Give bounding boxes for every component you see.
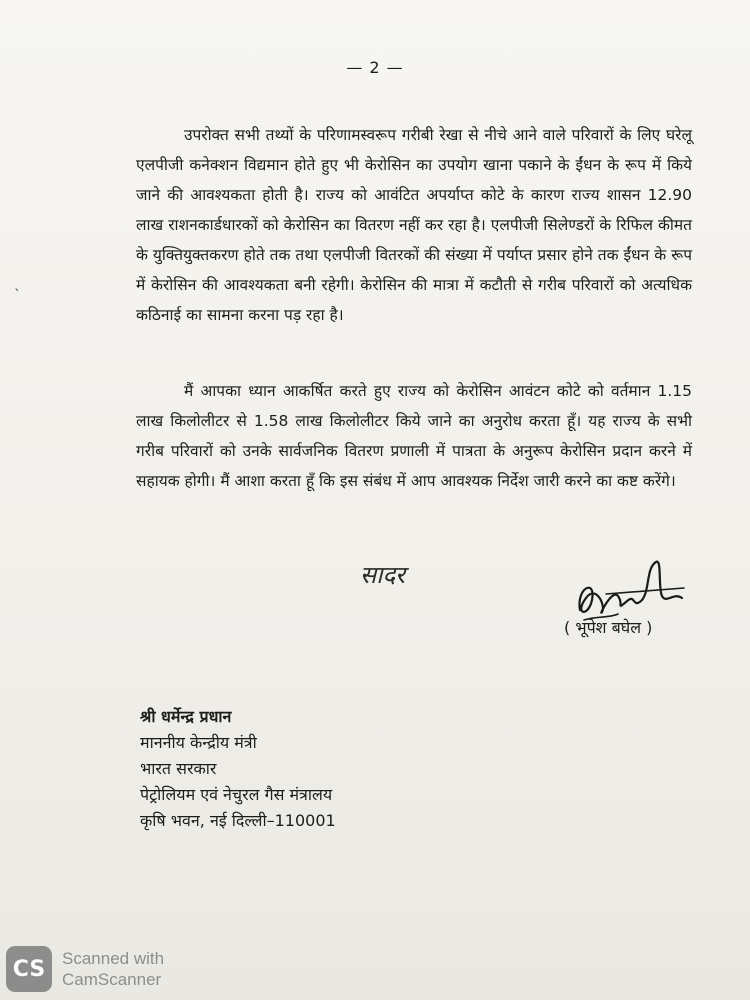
recipient-name: श्री धर्मेन्द्र प्रधान xyxy=(140,707,232,726)
camscanner-watermark xyxy=(6,946,164,992)
recipient-location: कृषि भवन, नई दिल्ली–110001 xyxy=(140,811,336,830)
recipient-designation: माननीय केन्द्रीय मंत्री xyxy=(140,733,257,752)
camscanner-logo-icon: CS xyxy=(6,946,52,992)
closing-salutation: सादर xyxy=(360,561,405,589)
paragraph-1: उपरोक्त सभी तथ्यों के परिणामस्वरूप गरीबी रेखा से नीचे आने वाले परिवारों के लिए घरेलू एलपीजी कनेक्शन विद्यमान होते हुए भी केरोसिन का उपयोग खाना पकाने के ईंधन के रूप में किये जाने की आवश्यकता होती है। राज्य को आवंटित अपर्याप्त कोटे के कारण राज्य शासन 12.90 लाख राशनकार्डधारकों को केरोसिन का वितरण नहीं कर रहा है। एलपीजी सिलेण्डरों के रिफिल कीमत के युक्तियुक्तकरण होते तक तथा एलपीजी वितरकों की संख्या में पर्याप्त प्रसार होने तक ईंधन के रूप में केरोसिन की आवश्यकता बनी रहेगी। केरोसिन की मात्रा में कटौती से गरीब परिवारों को अत्यधिक कठिनाई का सामना करना पड़ रहा है। xyxy=(136,126,692,324)
signatory-name: ( भूपेश बघेल ) xyxy=(564,618,653,637)
page-number: — 2 — xyxy=(346,58,404,77)
paragraph-2: मैं आपका ध्यान आकर्षित करते हुए राज्य को केरोसिन आवंटन कोटे को वर्तमान 1.15 लाख किलोलीटर से 1.58 लाख किलोलीटर किये जाने का अनुरोध करता हूँ। यह राज्य के सभी गरीब परिवारों को उनके सार्वजनिक वितरण प्रणाली में पात्रता के अनुरूप केरोसिन प्रदान करने में सहायक होगी। मैं आशा करता हूँ कि इस संबंध में आप आवश्यक निर्देश जारी करने का कष्ट करेंगे। xyxy=(136,382,692,490)
watermark-line-2: CamScanner xyxy=(62,970,162,989)
recipient-ministry: पेट्रोलियम एवं नेचुरल गैस मंत्रालय xyxy=(140,785,333,804)
recipient-government: भारत सरकार xyxy=(140,759,217,778)
watermark-line-1: Scanned with xyxy=(62,949,165,968)
margin-mark: ` xyxy=(14,288,21,304)
recipient-address xyxy=(140,704,336,834)
watermark-text xyxy=(62,948,164,990)
